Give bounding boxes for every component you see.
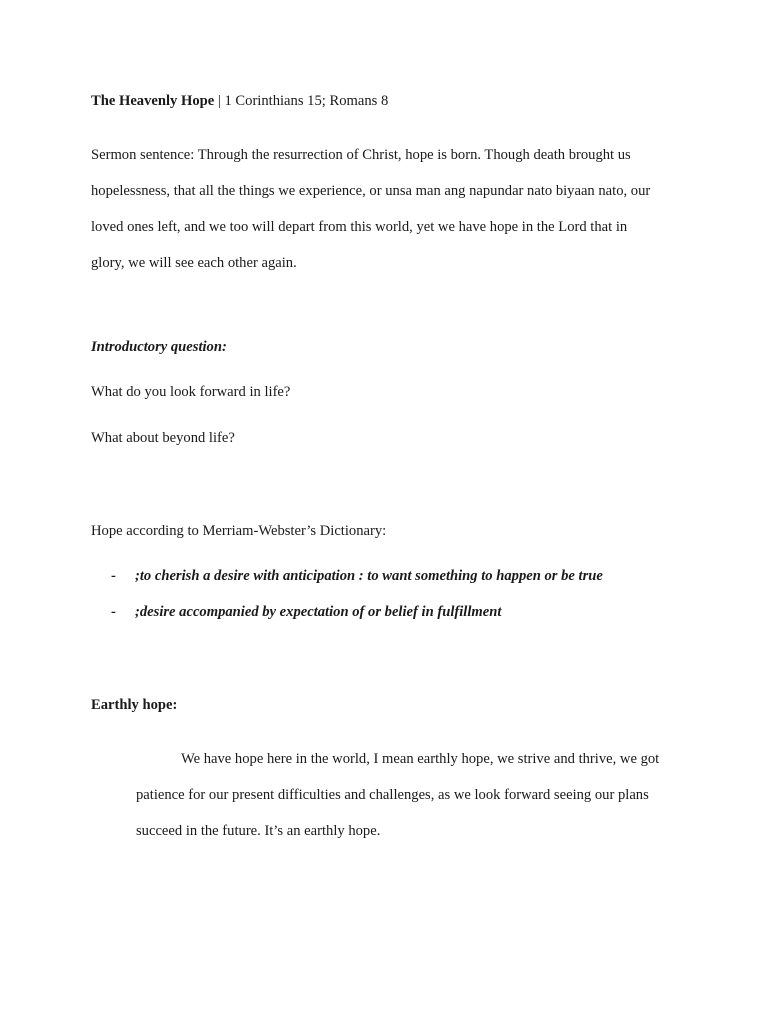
title-scripture-reference: | 1 Corinthians 15; Romans 8 <box>214 93 389 109</box>
paragraph-line: patience for our present difficulties and challenges, as we look forward seeing our plans <box>136 787 649 803</box>
paragraph-line: succeed in the future. It’s an earthly hope. <box>136 823 381 839</box>
definition-text: ;desire accompanied by expectation of or belief in fulfillment <box>135 604 502 620</box>
question-item: What about beyond life? <box>91 430 235 446</box>
definition-list-item <box>111 604 501 621</box>
list-dash: - <box>111 604 116 620</box>
definition-list-item <box>111 568 603 585</box>
sermon-line: glory, we will see each other again. <box>91 255 297 271</box>
sermon-line: Sermon sentence: Through the resurrection of Christ, hope is born. Though death brought us <box>91 147 631 163</box>
sermon-line: loved ones left, and we too will depart from this world, yet we have hope in the Lord that in <box>91 219 628 235</box>
question-item: What do you look forward in life? <box>91 384 291 400</box>
list-dash: - <box>111 568 116 584</box>
paragraph-line: We have hope here in the world, I mean earthly hope, we strive and thrive, we got <box>181 751 660 767</box>
definition-label: Hope according to Merriam-Webster’s Dictionary: <box>91 523 387 539</box>
earthly-hope-heading: Earthly hope: <box>91 697 178 713</box>
sermon-sentence-paragraph <box>91 137 691 281</box>
document-title <box>91 93 388 110</box>
introductory-question-heading: Introductory question: <box>91 339 227 355</box>
definition-text: ;to cherish a desire with anticipation : to want something to happen or be true <box>135 568 603 584</box>
title-bold: The Heavenly Hope <box>91 93 215 109</box>
earthly-hope-paragraph <box>136 741 696 849</box>
sermon-line: hopelessness, that all the things we experience, or unsa man ang napundar nato biyaan nato, our <box>91 183 651 199</box>
